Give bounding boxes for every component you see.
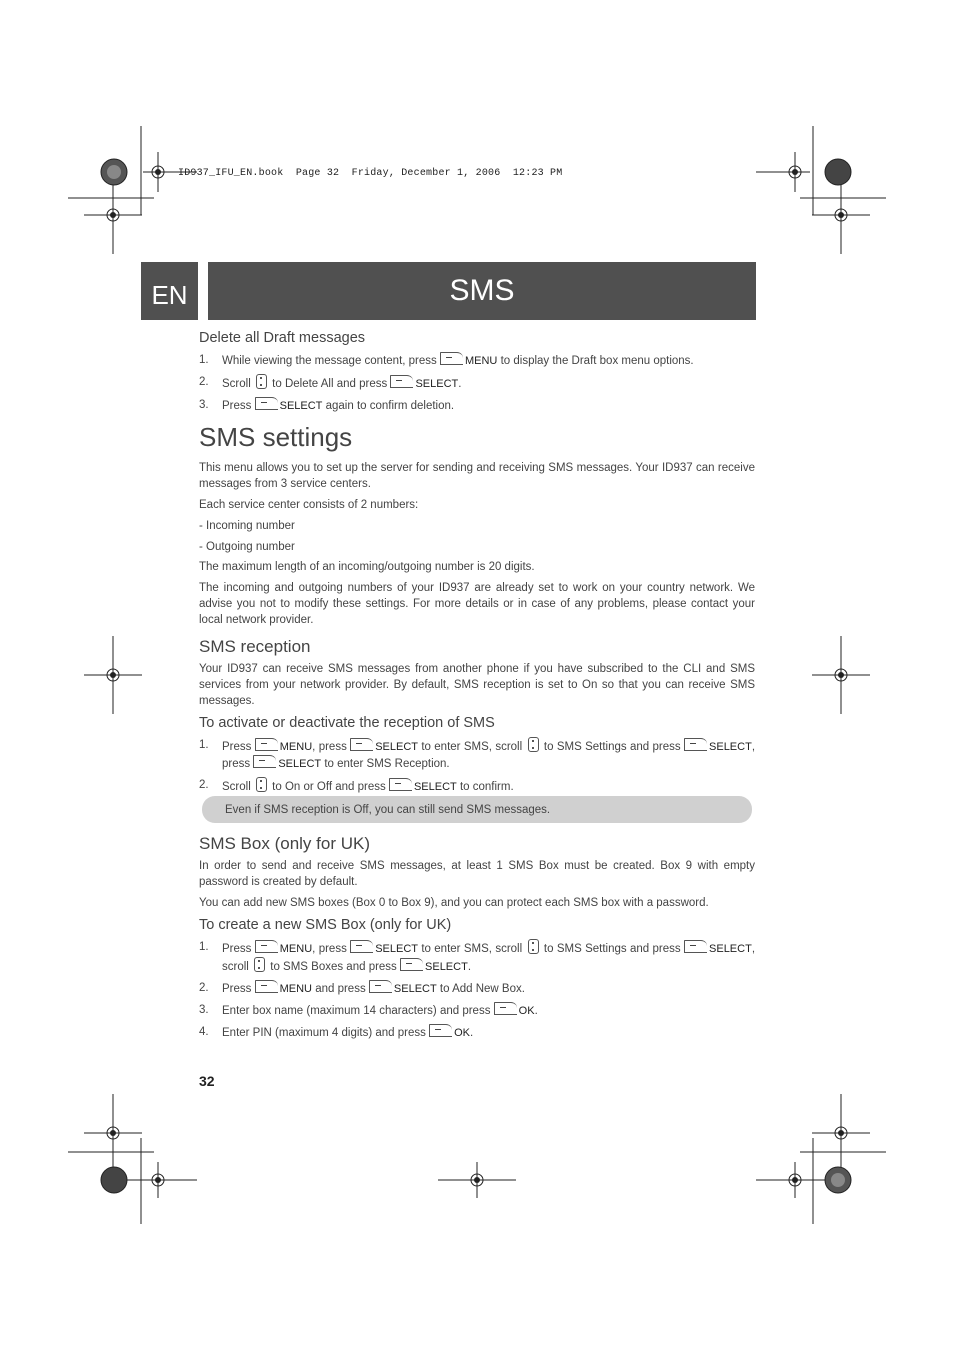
softkey-icon bbox=[390, 375, 413, 388]
softkey-icon bbox=[684, 738, 707, 751]
print-header-line: ID937_IFU_EN.book Page 32 Friday, December 1, 2006 12:23 PM bbox=[178, 168, 563, 179]
scroll-key-icon bbox=[528, 939, 539, 954]
scroll-key-icon bbox=[528, 737, 539, 752]
list-item: 1. Press MENU, press SELECT to enter SMS, scroll to SMS Settings and press SELECT, scroll to SMS Boxes and press SELECT. bbox=[199, 941, 756, 973]
softkey-icon bbox=[440, 352, 463, 365]
sms-reception-heading: SMS reception bbox=[199, 637, 311, 656]
list-item: 3. Press SELECT again to confirm deletion. bbox=[199, 399, 455, 412]
softkey-icon bbox=[350, 940, 373, 953]
scroll-key-icon bbox=[254, 957, 265, 972]
subheading: To create a new SMS Box (only for UK) bbox=[199, 917, 452, 933]
paragraph: Your ID937 can receive SMS messages from another phone if you have subscribed to the CLI and SMS services from your network provider. By default, SMS reception is set to On so that you can receive SMS messages. bbox=[199, 663, 755, 707]
sms-box-heading: SMS Box (only for UK) bbox=[199, 834, 370, 853]
softkey-icon bbox=[255, 940, 278, 953]
softkey-icon bbox=[389, 778, 412, 791]
list-item: 3. Enter box name (maximum 14 characters) and press OK. bbox=[199, 1004, 538, 1017]
sms-settings-section bbox=[199, 422, 755, 628]
sms-box-section bbox=[199, 834, 755, 1041]
paragraph: Each service center consists of 2 numbers: bbox=[199, 499, 419, 511]
list-item: 1. While viewing the message content, press MENU to display the Draft box menu options. bbox=[199, 354, 694, 367]
list-item: 2. Scroll to On or Off and press SELECT to confirm. bbox=[199, 779, 514, 793]
delete-draft-heading: Delete all Draft messages bbox=[199, 330, 366, 346]
paragraph: In order to send and receive SMS messages, at least 1 SMS Box must be created. Box 9 with empty password is created by default. bbox=[199, 860, 755, 888]
paragraph: The incoming and outgoing numbers of your ID937 are already set to work on your country network. We advise you not to modify these settings. For more details or in case of any problems, please contact your local network provider. bbox=[199, 582, 755, 626]
softkey-icon bbox=[255, 397, 278, 410]
softkey-icon bbox=[684, 940, 707, 953]
softkey-icon bbox=[429, 1024, 452, 1037]
list-item: 2. Scroll to Delete All and press SELECT. bbox=[199, 376, 462, 390]
paragraph: - Incoming number bbox=[199, 520, 295, 532]
paragraph: This menu allows you to set up the server for sending and receiving SMS messages. Your ID937 can receive messages from 3 service centers. bbox=[199, 462, 755, 490]
softkey-icon bbox=[400, 958, 423, 971]
softkey-icon bbox=[369, 980, 392, 993]
sms-settings-heading: SMS settings bbox=[199, 422, 353, 452]
scroll-key-icon bbox=[256, 374, 267, 389]
page-title: SMS bbox=[208, 262, 756, 320]
softkey-icon bbox=[255, 980, 278, 993]
softkey-icon bbox=[255, 738, 278, 751]
scroll-key-icon bbox=[256, 777, 267, 792]
list-item: 2. Press MENU and press SELECT to Add New Box. bbox=[199, 982, 525, 995]
list-item: 4. Enter PIN (maximum 4 digits) and press OK. bbox=[199, 1026, 474, 1039]
list-item: 1. Press MENU, press SELECT to enter SMS, scroll to SMS Settings and press SELECT, press SELECT to enter SMS Reception. bbox=[199, 739, 756, 770]
softkey-icon bbox=[350, 738, 373, 751]
paragraph: - Outgoing number bbox=[199, 541, 295, 553]
delete-draft-section bbox=[199, 330, 755, 414]
softkey-icon bbox=[253, 755, 276, 768]
language-tab: EN bbox=[141, 262, 198, 320]
paragraph: You can add new SMS boxes (Box 0 to Box 9), and you can protect each SMS box with a password. bbox=[199, 897, 709, 909]
page-number: 32 bbox=[199, 1073, 215, 1089]
sms-reception-section bbox=[199, 637, 755, 795]
paragraph: The maximum length of an incoming/outgoing number is 20 digits. bbox=[199, 561, 535, 573]
softkey-icon bbox=[494, 1002, 517, 1015]
subheading: To activate or deactivate the reception of SMS bbox=[199, 715, 495, 731]
note-box: Even if SMS reception is Off, you can still send SMS messages. bbox=[202, 796, 752, 823]
